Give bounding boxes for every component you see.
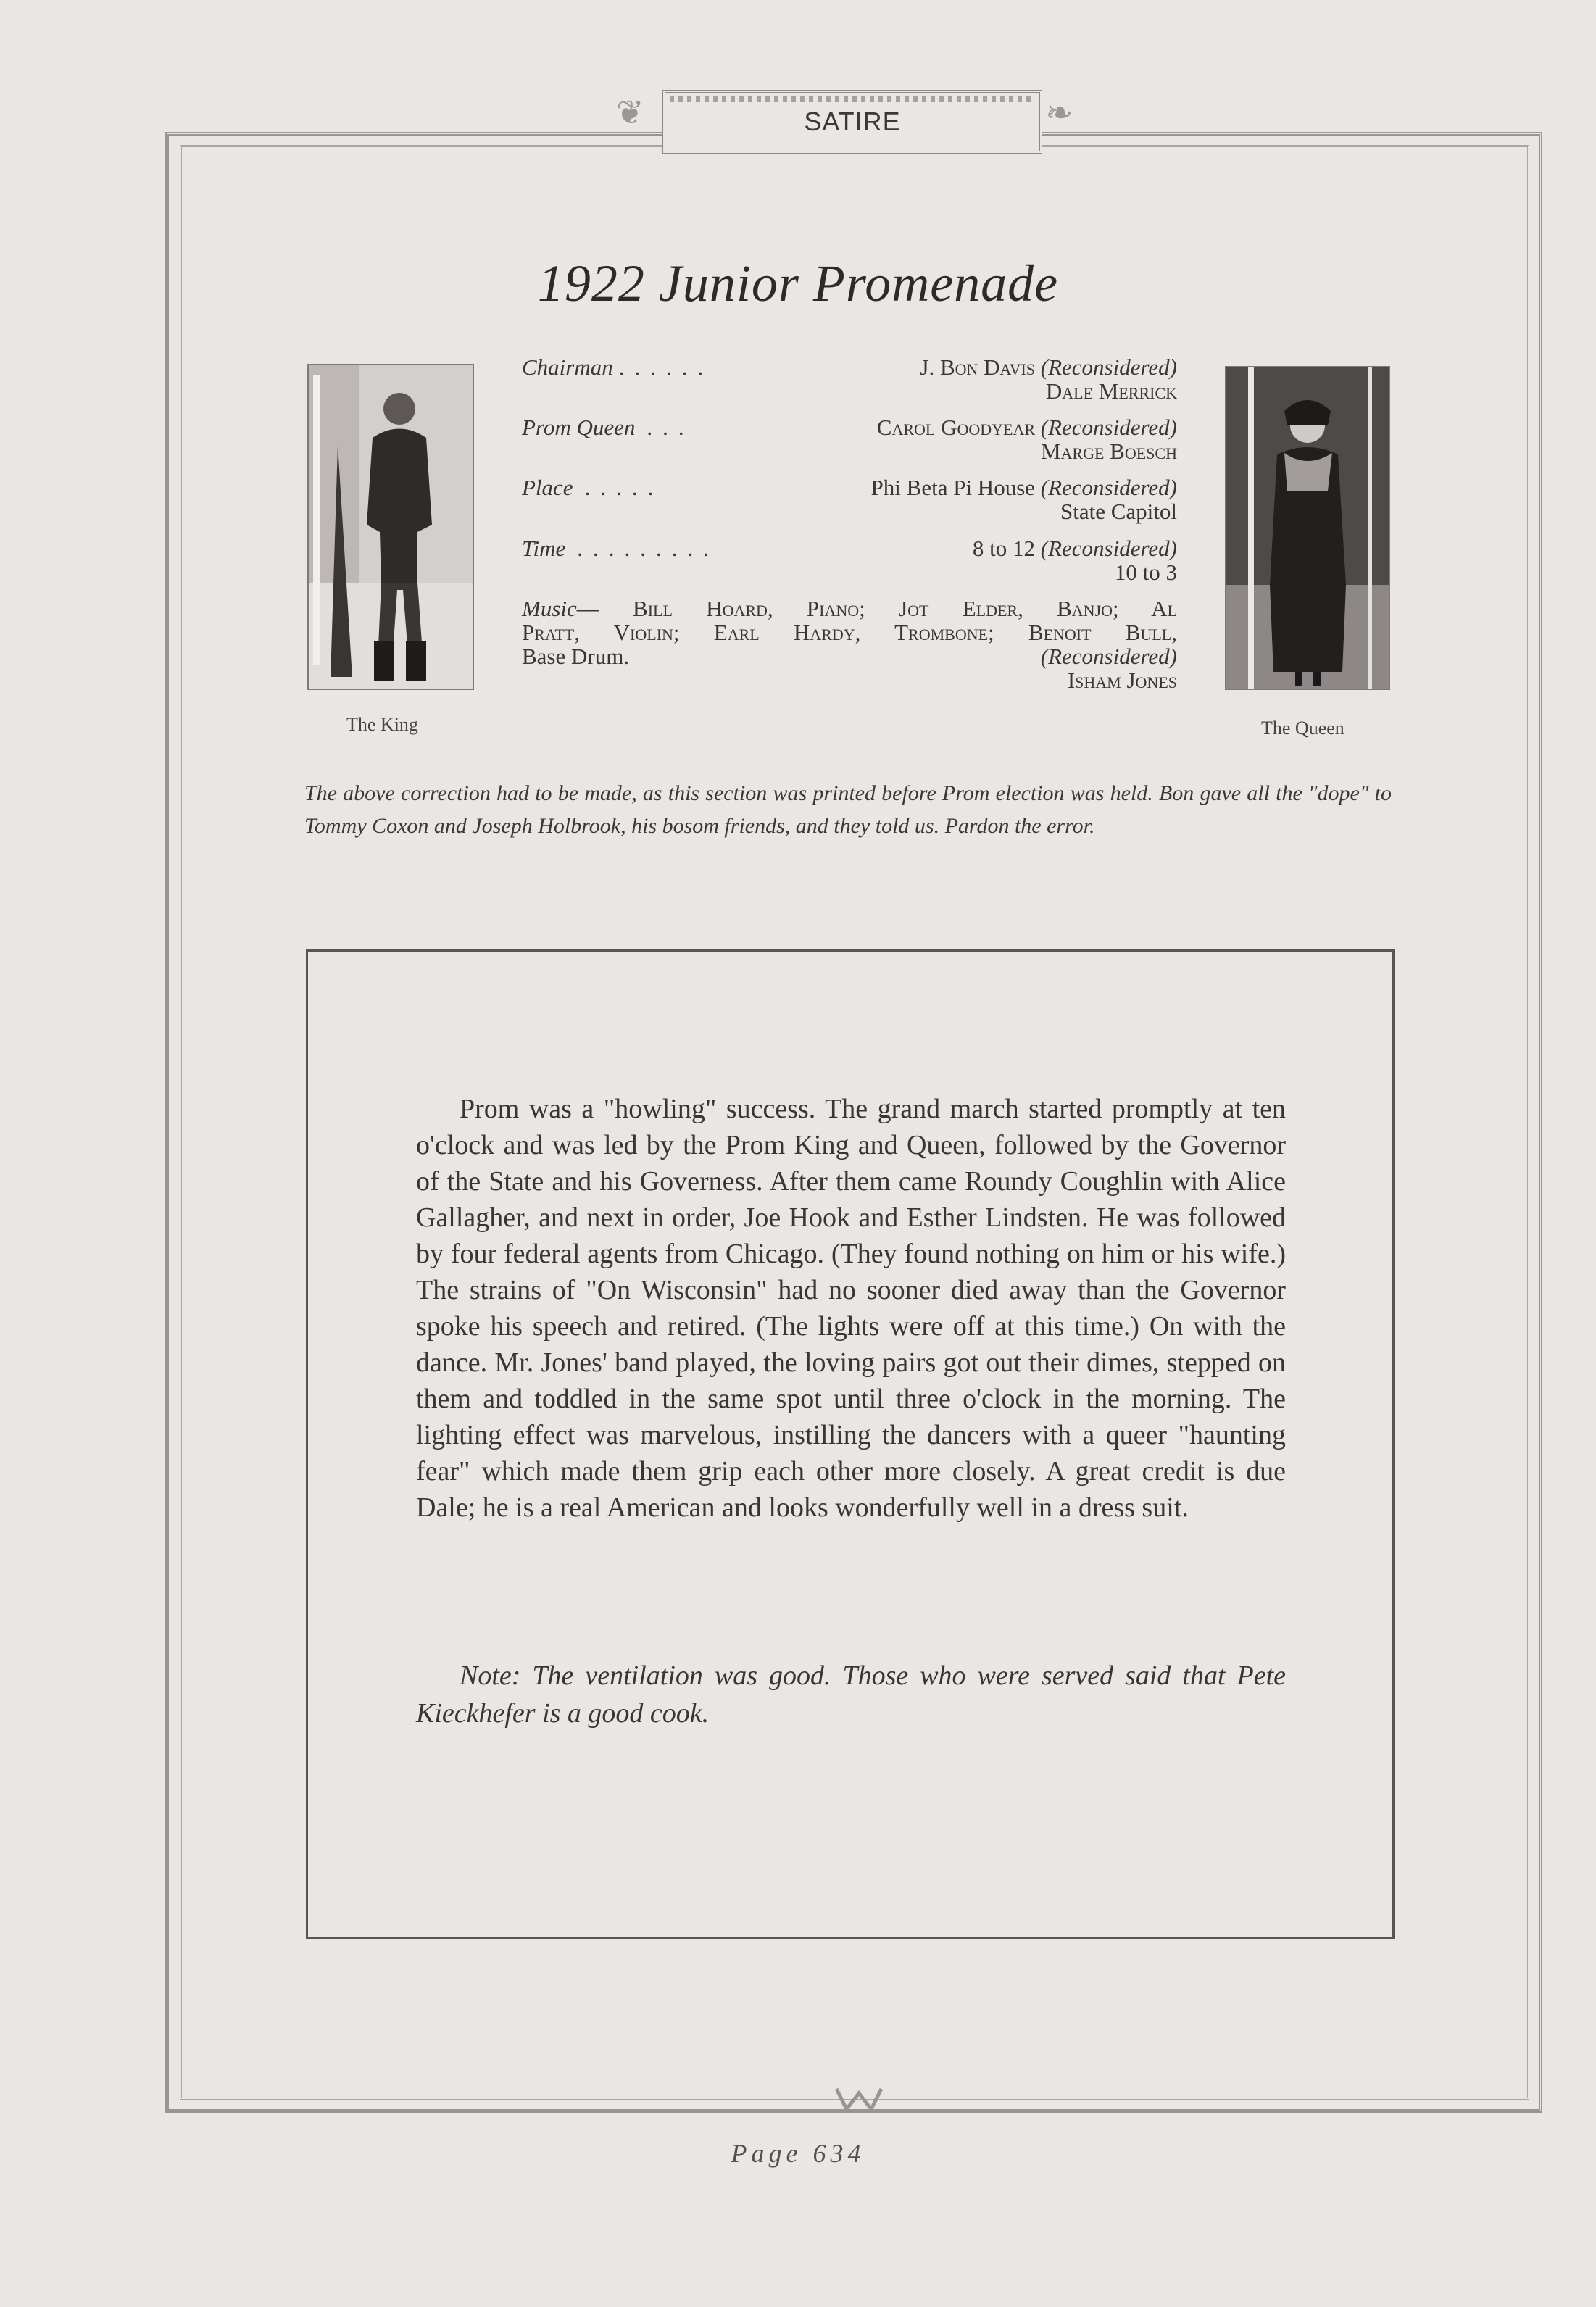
queen-value: Carol Goodyear [876, 415, 1036, 440]
leader-dots: ..... [584, 475, 664, 500]
queen-photo [1225, 366, 1390, 690]
section-label: SATIRE [804, 107, 901, 136]
queen-replacement: Marge Boesch [1040, 438, 1177, 464]
program-chairman [522, 355, 1177, 403]
time-replacement: 10 to 3 [1114, 560, 1177, 585]
correction-notice: The above correction had to be made, as this section was printed before Prom election was held. Bon gave all the "dope" to Tommy Coxon and Joseph Holbrook, his bosom friends, and they told us. Pardon the error. [304, 781, 1392, 838]
page-number: Page 634 [731, 2139, 865, 2168]
queen-caption: The Queen [1261, 718, 1344, 739]
king-caption: The King [346, 714, 418, 735]
king-photo [307, 364, 474, 690]
left-scroll-ornament: ❦ [616, 94, 644, 131]
place-value: Phi Beta Pi House [870, 475, 1036, 500]
program-queen [522, 415, 1177, 463]
program-music [522, 597, 1177, 692]
leader-dots: ......... [577, 536, 720, 561]
program-place [522, 475, 1177, 523]
place-replacement: State Capitol [1060, 499, 1177, 524]
place-note: (Reconsidered) [1040, 475, 1177, 500]
music-label: Music [522, 596, 577, 621]
music-line-1: — Bill Hoard, Piano; Jot Elder, Banjo; Al [576, 596, 1177, 621]
place-label: Place [522, 475, 573, 500]
music-line-2: Pratt, Violin; Earl Hardy, Trombone; Benoit Bull, [522, 620, 1177, 645]
story-note: Note: The ventilation was good. Those who were served said that Pete Kieckhefer is a good cook. [416, 1660, 1286, 1729]
queen-label: Prom Queen [522, 415, 636, 440]
chairman-replacement: Dale Merrick [1045, 378, 1177, 404]
chairman-label: Chairman [522, 354, 613, 380]
music-note: (Reconsidered) [1040, 644, 1177, 669]
time-value: 8 to 12 [972, 536, 1036, 561]
music-replacement: Isham Jones [1067, 668, 1177, 693]
queen-note: (Reconsidered) [1040, 415, 1177, 440]
page-title: 1922 Junior Promenade [537, 254, 1059, 312]
story-text: Prom was a "howling" success. The grand march started promptly at ten o'clock and was led by the Prom King and Queen, followed by the Governor of the State and his Governess. After them came Roundy Coughlin with Alice Gallagher, and next in order, Joe Hook and Esther Lindsten. He was followed by four federal agents from Chicago. (They found nothing on him or his wife.) The strains of "On Wisconsin" had no sooner died away than the Governor spoke his speech and retired. (The lights were off at this time.) On with the dance. Mr. Jones' band played, the loving pairs got out their dimes, stepped on them and toddled in the same spot until three o'clock in the morning. The lighting effect was marvelous, instilling the dancers with a queer "haunting fear" which made them grip each other more closely. A great credit is due Dale; he is a real American and looks wonderfully well in a dress suit. [416, 1094, 1286, 1523]
music-line-3: Base Drum. [522, 644, 630, 669]
leader-dots: ...... [618, 354, 714, 380]
section-header [662, 90, 1042, 154]
time-note: (Reconsidered) [1040, 536, 1177, 561]
program-time [522, 536, 1177, 584]
chairman-value: J. Bon Davis [920, 354, 1036, 380]
right-scroll-ornament: ❧ [1045, 94, 1073, 131]
time-label: Time [522, 536, 566, 561]
leader-dots: ... [647, 415, 694, 440]
w-ornament-icon [834, 2086, 884, 2112]
chairman-note: (Reconsidered) [1040, 354, 1177, 380]
